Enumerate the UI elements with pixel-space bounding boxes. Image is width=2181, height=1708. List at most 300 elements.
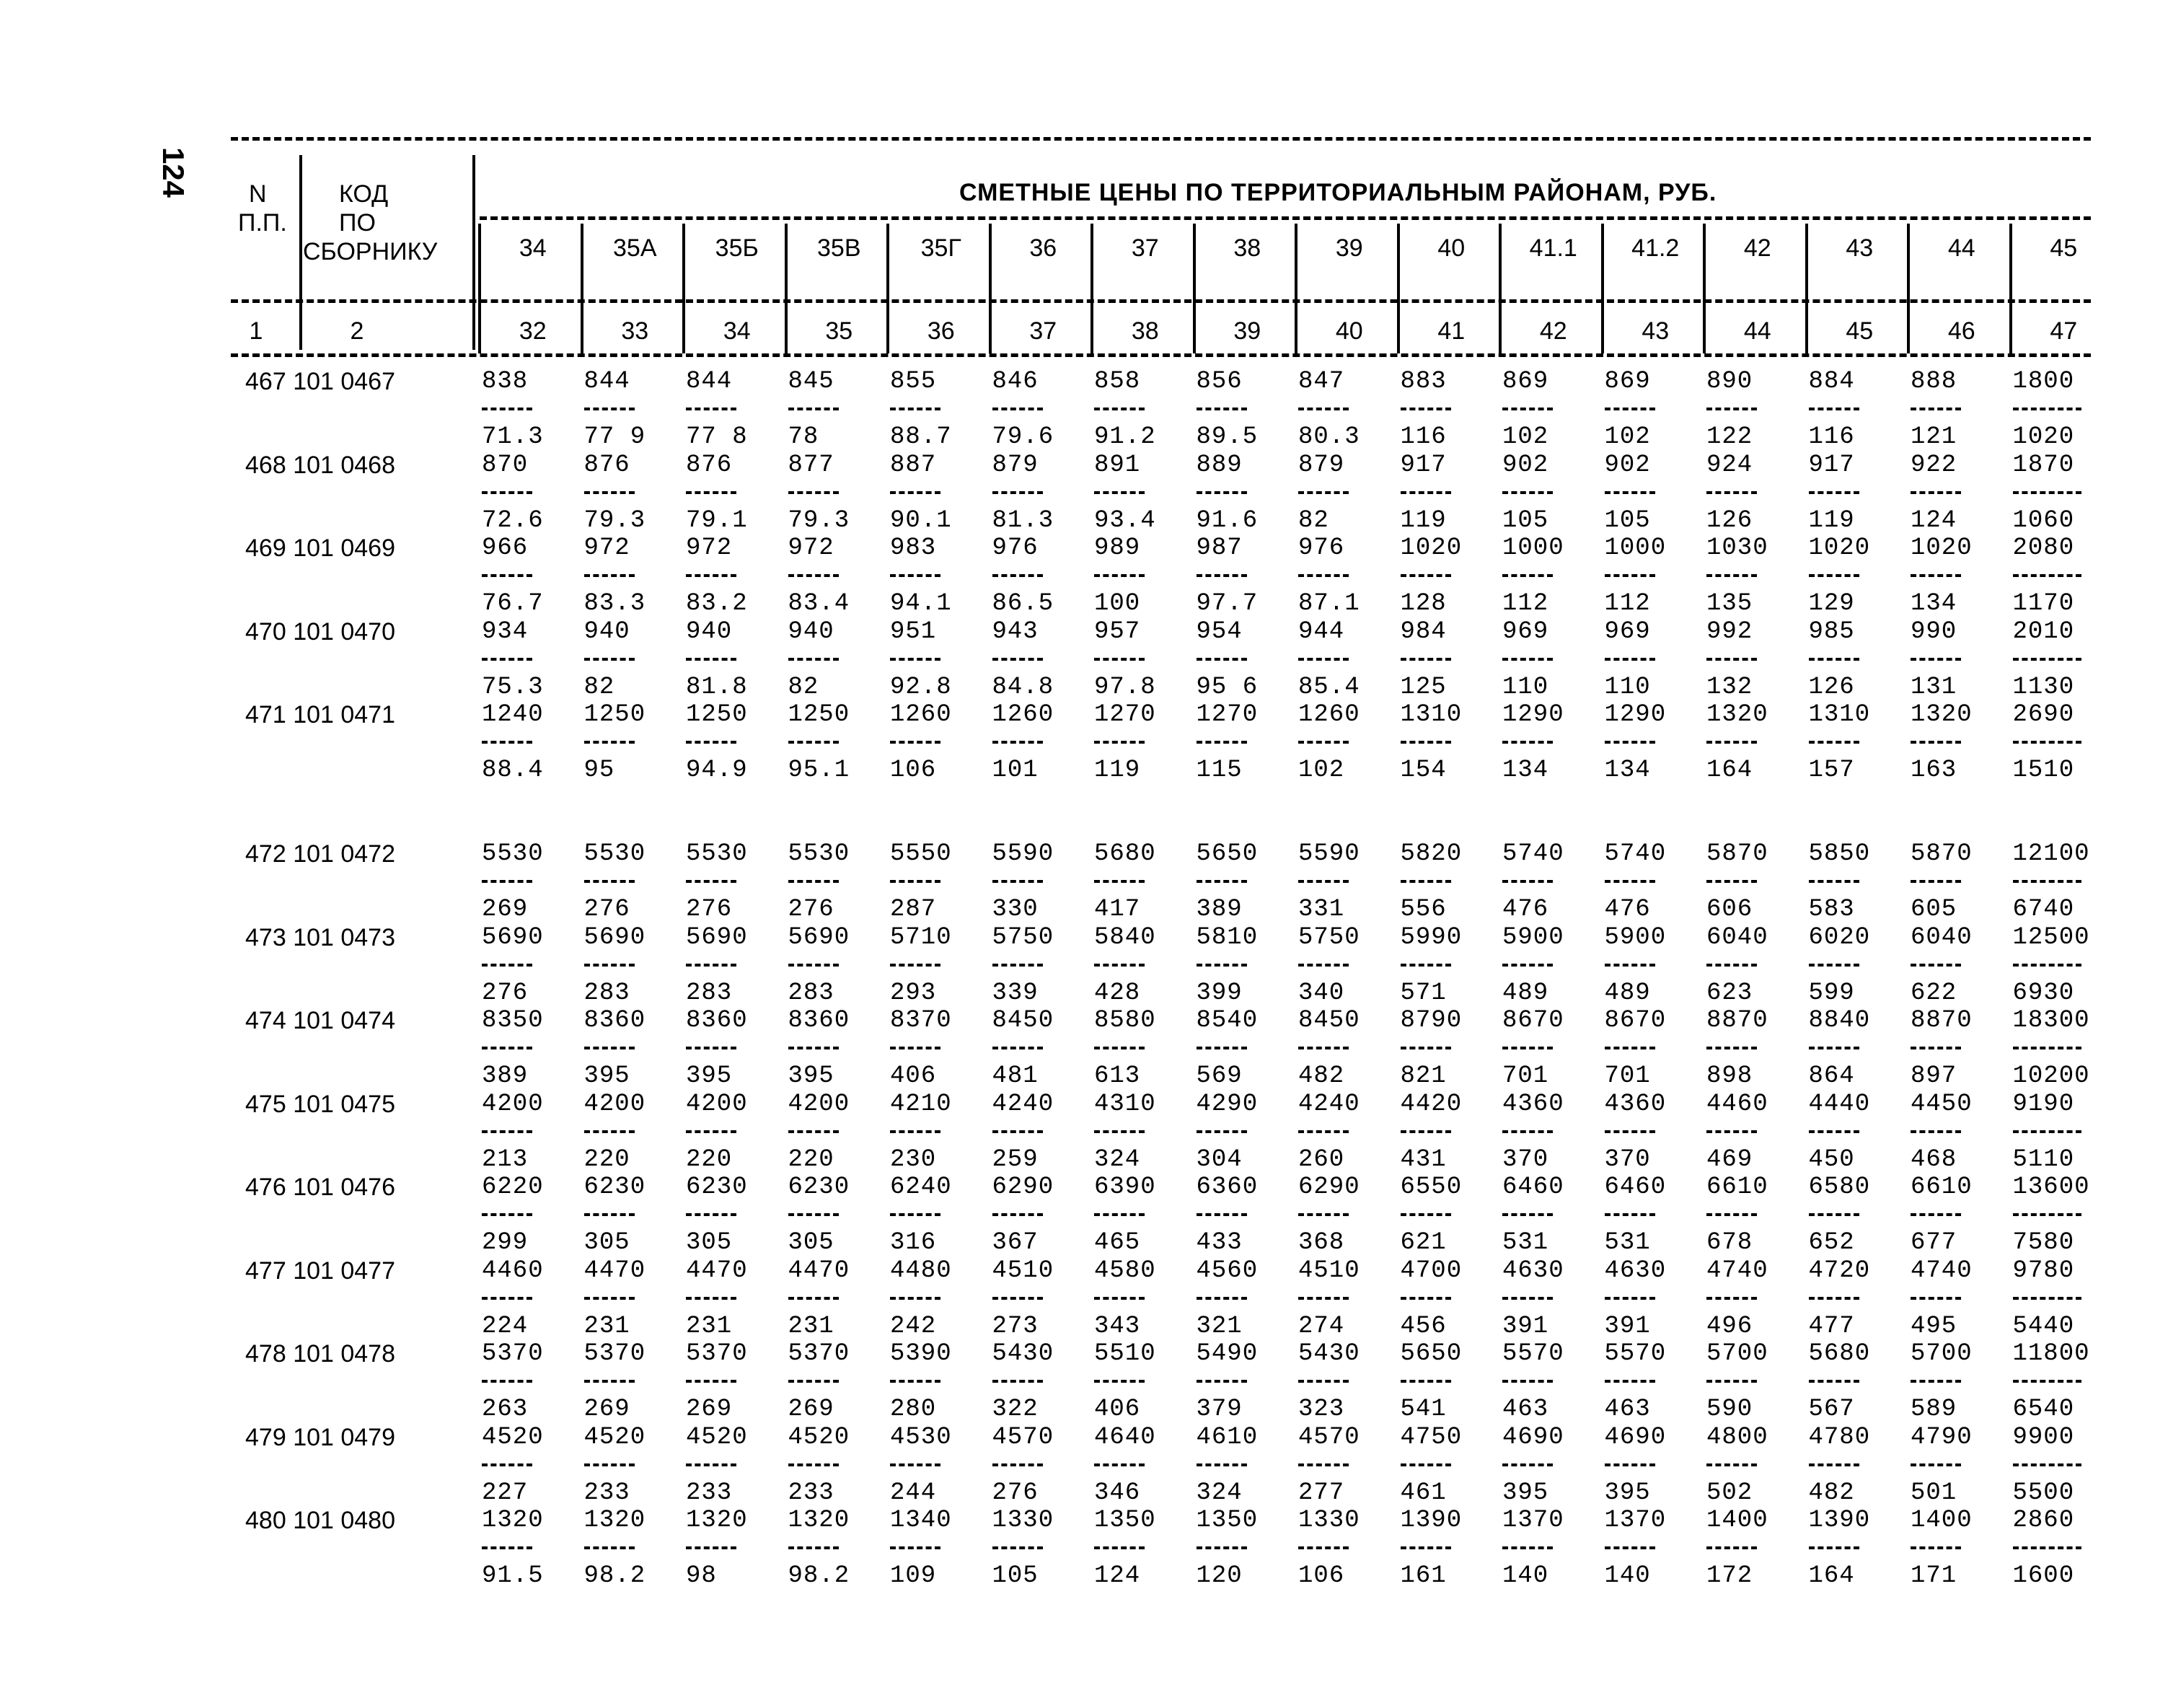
price-subvalue: 531 [1502, 1229, 1549, 1256]
price-subvalue: 260 [1298, 1145, 1345, 1174]
price-subvalue: 154 [1400, 757, 1447, 784]
price-value: 989 [1094, 534, 1141, 562]
price-value: 891 [1094, 451, 1141, 479]
price-value: 1000 [1502, 534, 1564, 562]
price-value: 4200 [482, 1090, 544, 1118]
fraction-bar [482, 1380, 532, 1383]
price-subvalue: 79.6 [992, 423, 1054, 451]
fraction-bar [890, 741, 940, 744]
price-subvalue: 677 [1911, 1229, 1957, 1256]
price-value: 8670 [1502, 1007, 1564, 1034]
price-value: 6460 [1502, 1174, 1564, 1201]
price-value: 855 [890, 368, 937, 395]
price-value: 6460 [1604, 1174, 1667, 1201]
price-value: 13600 [2012, 1174, 2090, 1201]
fraction-bar [1502, 1130, 1553, 1133]
price-subvalue: 231 [686, 1312, 733, 1340]
price-value: 5650 [1196, 840, 1259, 868]
price-subvalue: 124 [1094, 1562, 1141, 1590]
price-value: 8370 [890, 1007, 952, 1034]
price-value: 922 [1911, 451, 1957, 479]
fraction-bar [1502, 964, 1553, 967]
price-subvalue: 72.6 [482, 506, 544, 534]
price-subvalue: 556 [1400, 896, 1447, 923]
price-subvalue: 102 [1502, 423, 1549, 451]
page-number: 124 [157, 146, 190, 198]
fraction-bar [2013, 408, 2081, 410]
price-value: 847 [1298, 368, 1345, 395]
header-rule-3 [231, 353, 2091, 357]
price-subvalue: 567 [1808, 1396, 1855, 1423]
price-value: 5690 [482, 923, 544, 951]
fraction-bar [1911, 741, 1961, 744]
fraction-bar [1809, 1380, 1859, 1383]
price-value: 976 [1298, 534, 1345, 562]
price-value: 8870 [1911, 1007, 1973, 1034]
price-subvalue: 463 [1604, 1396, 1651, 1423]
price-value: 1250 [686, 701, 748, 728]
price-subvalue: 124 [1911, 506, 1957, 534]
price-subvalue: 84.8 [992, 673, 1054, 701]
fraction-bar [992, 1380, 1043, 1383]
price-subvalue: 569 [1196, 1062, 1243, 1090]
price-value: 4360 [1502, 1090, 1564, 1118]
price-value: 879 [1298, 451, 1345, 479]
column-number-8: 37 [1029, 317, 1057, 345]
price-subvalue: 5440 [2012, 1312, 2075, 1340]
price-subvalue: 391 [1502, 1312, 1549, 1340]
price-subvalue: 82 [583, 673, 615, 701]
price-subvalue: 428 [1094, 979, 1141, 1007]
fraction-bar [788, 964, 839, 967]
price-subvalue: 120 [1196, 1562, 1243, 1590]
fraction-bar [1809, 491, 1859, 494]
price-value: 8360 [686, 1007, 748, 1034]
fraction-bar [482, 408, 532, 410]
fraction-bar [1809, 964, 1859, 967]
price-subvalue: 501 [1911, 1479, 1957, 1507]
fraction-bar [788, 574, 839, 577]
row-number: 472 [245, 840, 286, 868]
price-subvalue: 6740 [2012, 896, 2075, 923]
price-subvalue: 122 [1706, 423, 1753, 451]
fraction-bar [482, 964, 532, 967]
price-subvalue: 92.8 [890, 673, 952, 701]
column-number-7: 36 [927, 317, 955, 345]
price-subvalue: 322 [992, 1396, 1039, 1423]
price-value: 8540 [1196, 1007, 1259, 1034]
fraction-bar [1094, 741, 1145, 744]
row-number: 478 [245, 1340, 286, 1368]
price-value: 4520 [788, 1423, 850, 1451]
price-subvalue: 481 [992, 1062, 1039, 1090]
fraction-bar [788, 1213, 839, 1216]
price-value: 943 [992, 617, 1039, 646]
price-value: 1260 [890, 701, 952, 728]
header-col-code-2: ПО [339, 209, 376, 237]
fraction-bar [1809, 880, 1859, 883]
fraction-bar [584, 880, 635, 883]
price-subvalue: 531 [1604, 1229, 1651, 1256]
price-value: 884 [1808, 368, 1855, 395]
price-value: 6550 [1400, 1174, 1463, 1201]
price-value: 5650 [1400, 1340, 1463, 1368]
fraction-bar [1197, 1297, 1247, 1300]
price-subvalue: 135 [1706, 590, 1753, 617]
fraction-bar [1401, 1463, 1451, 1466]
price-value: 4480 [890, 1256, 952, 1285]
price-value: 1270 [1094, 701, 1156, 728]
price-value: 6230 [686, 1174, 748, 1201]
price-value: 4570 [992, 1423, 1054, 1451]
table-row-id [245, 1091, 395, 1119]
price-subvalue: 93.4 [1094, 506, 1156, 534]
row-number: 468 [245, 451, 286, 479]
price-subvalue: 5110 [2012, 1145, 2075, 1174]
price-value: 12500 [2012, 923, 2090, 951]
region-header-4: 35В [817, 234, 861, 262]
price-subvalue: 112 [1604, 590, 1651, 617]
price-value: 1370 [1604, 1507, 1667, 1534]
fraction-bar [584, 1546, 635, 1549]
price-value: 1260 [1298, 701, 1360, 728]
price-value: 5490 [1196, 1340, 1259, 1368]
price-value: 5810 [1196, 923, 1259, 951]
price-value: 4740 [1706, 1256, 1768, 1285]
price-value: 2010 [2012, 617, 2075, 646]
price-value: 1320 [1706, 701, 1768, 728]
region-header-13: 42 [1743, 234, 1771, 262]
fraction-bar [686, 1297, 736, 1300]
price-value: 12100 [2012, 840, 2090, 868]
price-subvalue: 395 [1604, 1479, 1651, 1507]
price-subvalue: 273 [992, 1312, 1039, 1340]
price-value: 4570 [1298, 1423, 1360, 1451]
fraction-bar [788, 1463, 839, 1466]
row-number: 473 [245, 923, 286, 951]
price-value: 846 [992, 368, 1039, 395]
fraction-bar [686, 1463, 736, 1466]
price-subvalue: 140 [1604, 1562, 1651, 1590]
price-value: 5530 [686, 840, 748, 868]
price-subvalue: 269 [788, 1396, 834, 1423]
price-value: 6230 [788, 1174, 850, 1201]
header-rule [480, 216, 2091, 220]
table-row-id [245, 452, 395, 480]
header-col-n: N [249, 180, 267, 208]
region-divider [478, 224, 481, 353]
fraction-bar [1911, 1463, 1961, 1466]
fraction-bar [1401, 491, 1451, 494]
price-value: 987 [1196, 534, 1243, 562]
price-subvalue: 468 [1911, 1145, 1957, 1174]
price-value: 5590 [992, 840, 1054, 868]
price-value: 1250 [583, 701, 646, 728]
fraction-bar [1298, 1297, 1349, 1300]
price-value: 954 [1196, 617, 1243, 646]
fraction-bar [2013, 658, 2081, 661]
price-value: 5700 [1706, 1340, 1768, 1368]
price-value: 5430 [1298, 1340, 1360, 1368]
price-subvalue: 541 [1400, 1396, 1447, 1423]
fraction-bar [1298, 1463, 1349, 1466]
fraction-bar [992, 408, 1043, 410]
price-subvalue: 75.3 [482, 673, 544, 701]
price-value: 845 [788, 368, 834, 395]
price-value: 1240 [482, 701, 544, 728]
price-value: 5690 [583, 923, 646, 951]
fraction-bar [1197, 1213, 1247, 1216]
fraction-bar [890, 1380, 940, 1383]
price-subvalue: 129 [1808, 590, 1855, 617]
price-value: 869 [1502, 368, 1549, 395]
fraction-bar [1809, 1213, 1859, 1216]
price-subvalue: 461 [1400, 1479, 1447, 1507]
fraction-bar [1605, 1213, 1655, 1216]
price-subvalue: 606 [1706, 896, 1753, 923]
price-value: 1340 [890, 1507, 952, 1534]
price-value: 4310 [1094, 1090, 1156, 1118]
price-subvalue: 97.8 [1094, 673, 1156, 701]
column-number-4: 33 [621, 317, 649, 345]
price-subvalue: 90.1 [890, 506, 952, 534]
row-number: 467 [245, 368, 286, 395]
price-value: 6040 [1706, 923, 1768, 951]
price-value: 838 [482, 368, 529, 395]
price-subvalue: 1600 [2012, 1562, 2075, 1590]
price-value: 6290 [1298, 1174, 1360, 1201]
price-subvalue: 10200 [2012, 1062, 2090, 1090]
fraction-bar [584, 491, 635, 494]
price-subvalue: 340 [1298, 979, 1345, 1007]
price-value: 4450 [1911, 1090, 1973, 1118]
price-subvalue: 105 [1604, 506, 1651, 534]
price-value: 8840 [1808, 1007, 1871, 1034]
fraction-bar [686, 1130, 736, 1133]
price-subvalue: 121 [1911, 423, 1957, 451]
price-value: 4530 [890, 1423, 952, 1451]
price-subvalue: 395 [788, 1062, 834, 1090]
price-subvalue: 98.2 [583, 1562, 646, 1590]
price-value: 4200 [686, 1090, 748, 1118]
fraction-bar [584, 964, 635, 967]
fraction-bar [1706, 741, 1757, 744]
fraction-bar [686, 1213, 736, 1216]
fraction-bar [1605, 964, 1655, 967]
price-subvalue: 367 [992, 1229, 1039, 1256]
fraction-bar [1094, 491, 1145, 494]
fraction-bar [1911, 1380, 1961, 1383]
table-top-rule [231, 137, 2091, 141]
price-subvalue: 220 [583, 1145, 630, 1174]
row-number: 476 [245, 1174, 286, 1201]
price-subvalue: 701 [1502, 1062, 1549, 1090]
price-value: 1320 [686, 1507, 748, 1534]
price-subvalue: 231 [583, 1312, 630, 1340]
price-value: 5530 [583, 840, 646, 868]
fraction-bar [1605, 574, 1655, 577]
price-subvalue: 395 [686, 1062, 733, 1090]
price-value: 5900 [1604, 923, 1667, 951]
fraction-bar [1911, 1213, 1961, 1216]
fraction-bar [788, 1380, 839, 1383]
fraction-bar [482, 1463, 532, 1466]
price-subvalue: 100 [1094, 590, 1141, 617]
price-value: 5530 [482, 840, 544, 868]
price-subvalue: 119 [1094, 757, 1141, 784]
price-subvalue: 83.4 [788, 590, 850, 617]
fraction-bar [1197, 1047, 1247, 1049]
price-value: 876 [686, 451, 733, 479]
price-value: 888 [1911, 368, 1957, 395]
row-number: 469 [245, 534, 286, 562]
price-subvalue: 79.3 [788, 506, 850, 534]
price-value: 883 [1400, 368, 1447, 395]
region-header-10: 40 [1437, 234, 1466, 262]
price-subvalue: 465 [1094, 1229, 1141, 1256]
fraction-bar [2013, 1130, 2081, 1133]
fraction-bar [992, 1130, 1043, 1133]
price-subvalue: 463 [1502, 1396, 1549, 1423]
header-title: СМЕТНЫЕ ЦЕНЫ ПО ТЕРРИТОРИАЛЬНЫМ РАЙОНАМ, РУБ. [959, 179, 1717, 206]
price-value: 940 [686, 617, 733, 646]
price-subvalue: 220 [788, 1145, 834, 1174]
price-value: 9900 [2012, 1423, 2075, 1451]
fraction-bar [686, 964, 736, 967]
fraction-bar [482, 1546, 532, 1549]
fraction-bar [1809, 574, 1859, 577]
price-subvalue: 276 [788, 896, 834, 923]
price-value: 6220 [482, 1174, 544, 1201]
fraction-bar [1094, 658, 1145, 661]
price-value: 4460 [482, 1256, 544, 1285]
price-subvalue: 126 [1706, 506, 1753, 534]
price-value: 9190 [2012, 1090, 2075, 1118]
fraction-bar [1401, 1130, 1451, 1133]
fraction-bar [992, 1047, 1043, 1049]
fraction-bar [1911, 491, 1961, 494]
fraction-bar [1298, 1047, 1349, 1049]
fraction-bar [2013, 491, 2081, 494]
price-value: 1350 [1094, 1507, 1156, 1534]
price-subvalue: 476 [1502, 896, 1549, 923]
row-code: 101 0474 [293, 1007, 395, 1034]
row-number: 477 [245, 1256, 286, 1285]
fraction-bar [1197, 574, 1247, 577]
column-number-14: 43 [1642, 317, 1670, 345]
price-subvalue: 346 [1094, 1479, 1141, 1507]
price-subvalue: 276 [992, 1479, 1039, 1507]
price-subvalue: 283 [686, 979, 733, 1007]
fraction-bar [1502, 408, 1553, 410]
fraction-bar [1298, 880, 1349, 883]
price-value: 5550 [890, 840, 952, 868]
price-subvalue: 343 [1094, 1312, 1141, 1340]
price-subvalue: 102 [1298, 757, 1345, 784]
column-number-11: 40 [1335, 317, 1363, 345]
price-subvalue: 274 [1298, 1312, 1345, 1340]
fraction-bar [1401, 741, 1451, 744]
fraction-bar [1094, 408, 1145, 410]
price-subvalue: 80.3 [1298, 423, 1360, 451]
price-value: 890 [1706, 368, 1753, 395]
fraction-bar [482, 1213, 532, 1216]
price-subvalue: 324 [1196, 1479, 1243, 1507]
region-header-12: 41.2 [1631, 234, 1680, 262]
fraction-bar [1401, 574, 1451, 577]
price-subvalue: 316 [890, 1229, 937, 1256]
price-value: 1800 [2012, 368, 2075, 395]
price-value: 4610 [1196, 1423, 1259, 1451]
price-value: 985 [1808, 617, 1855, 646]
fraction-bar [482, 491, 532, 494]
price-value: 869 [1604, 368, 1651, 395]
fraction-bar [1706, 1047, 1757, 1049]
price-value: 844 [583, 368, 630, 395]
price-subvalue: 389 [482, 1062, 529, 1090]
fraction-bar [686, 1380, 736, 1383]
price-subvalue: 299 [482, 1229, 529, 1256]
price-value: 8670 [1604, 1007, 1667, 1034]
column-number-9: 38 [1131, 317, 1159, 345]
price-subvalue: 83.2 [686, 590, 748, 617]
header-col-code-1: КОД [339, 180, 389, 208]
fraction-bar [1197, 1380, 1247, 1383]
price-value: 944 [1298, 617, 1345, 646]
fraction-bar [1298, 658, 1349, 661]
fraction-bar [1605, 880, 1655, 883]
price-subvalue: 140 [1502, 1562, 1549, 1590]
price-value: 9780 [2012, 1256, 2075, 1285]
price-value: 5870 [1911, 840, 1973, 868]
price-subvalue: 81.8 [686, 673, 748, 701]
price-value: 4460 [1706, 1090, 1768, 1118]
price-subvalue: 172 [1706, 1562, 1753, 1590]
region-header-16: 45 [2050, 234, 2078, 262]
price-value: 879 [992, 451, 1039, 479]
price-subvalue: 106 [1298, 1562, 1345, 1590]
price-subvalue: 91.5 [482, 1562, 544, 1590]
fraction-bar [1298, 1130, 1349, 1133]
price-value: 917 [1808, 451, 1855, 479]
fraction-bar [482, 741, 532, 744]
price-value: 4510 [1298, 1256, 1360, 1285]
price-value: 4560 [1196, 1256, 1259, 1285]
price-value: 5370 [482, 1340, 544, 1368]
fraction-bar [1401, 1297, 1451, 1300]
price-subvalue: 330 [992, 896, 1039, 923]
fraction-bar [686, 491, 736, 494]
price-subvalue: 231 [788, 1312, 834, 1340]
price-subvalue: 406 [890, 1062, 937, 1090]
fraction-bar [1605, 1463, 1655, 1466]
fraction-bar [1706, 658, 1757, 661]
table-row-id [245, 1007, 395, 1035]
price-subvalue: 86.5 [992, 590, 1054, 617]
price-subvalue: 164 [1706, 757, 1753, 784]
price-subvalue: 583 [1808, 896, 1855, 923]
fraction-bar [1502, 1047, 1553, 1049]
row-code: 101 0475 [293, 1090, 395, 1118]
fraction-bar [1401, 1047, 1451, 1049]
fraction-bar [992, 491, 1043, 494]
price-subvalue: 622 [1911, 979, 1957, 1007]
fraction-bar [1094, 1463, 1145, 1466]
fraction-bar [1502, 574, 1553, 577]
column-number-6: 35 [825, 317, 853, 345]
price-value: 934 [482, 617, 529, 646]
price-value: 18300 [2012, 1007, 2090, 1034]
